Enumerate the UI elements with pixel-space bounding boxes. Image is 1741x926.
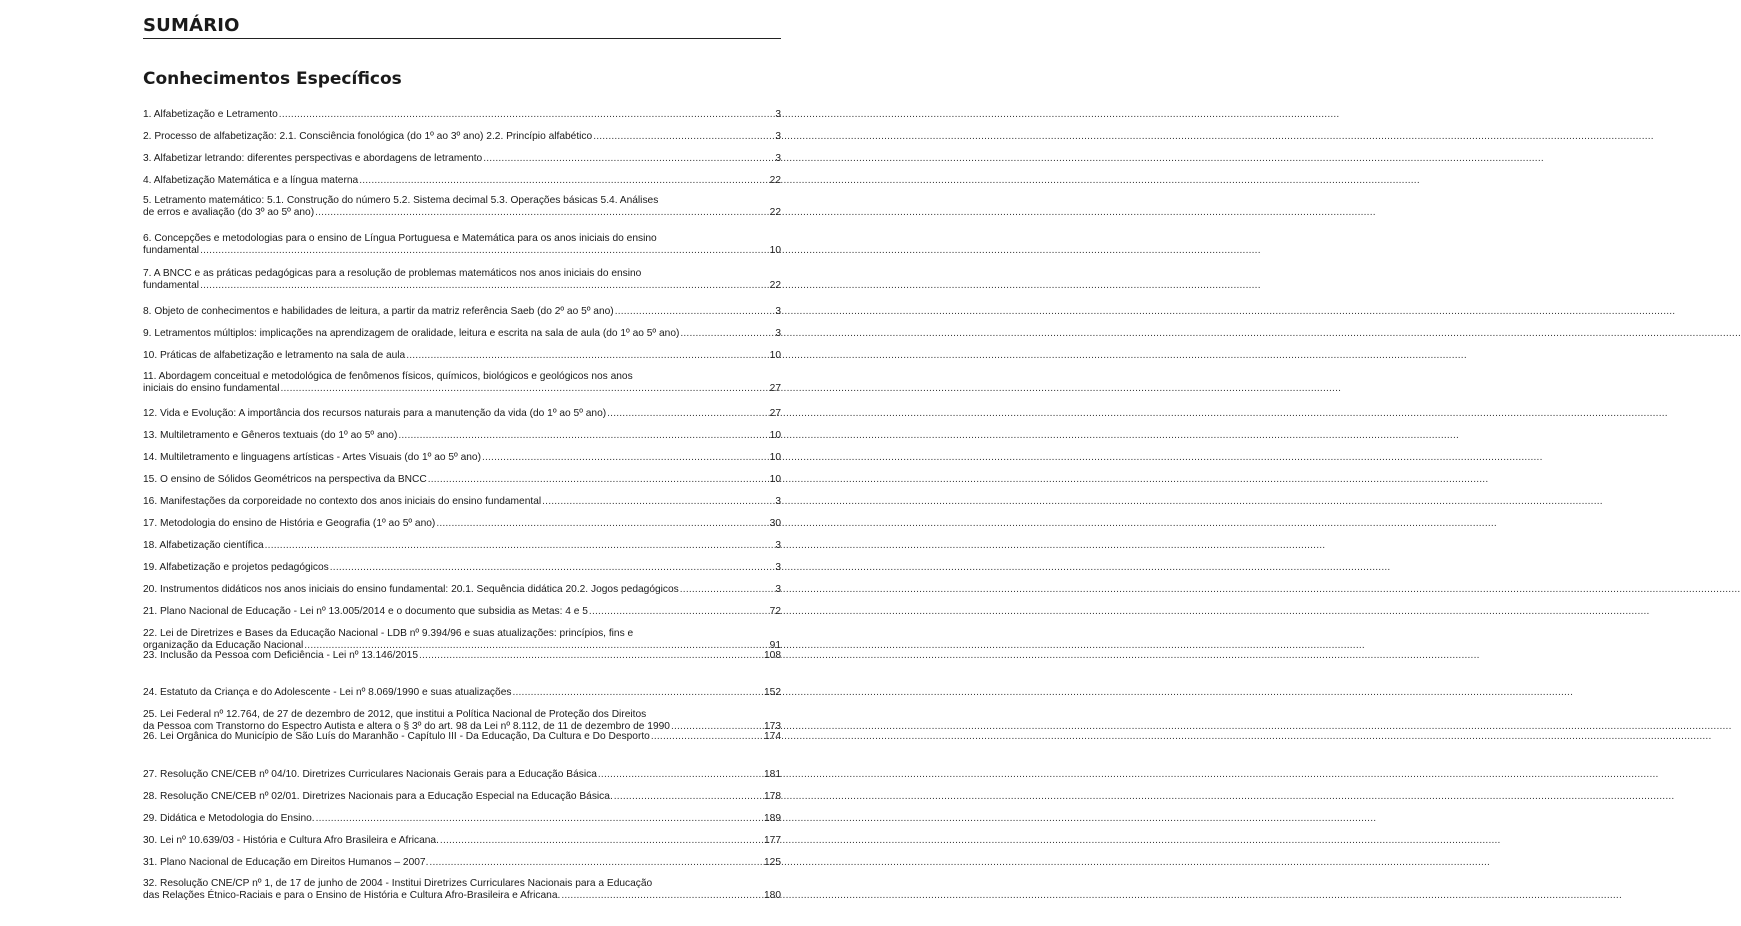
toc-page-number: 181 <box>764 769 781 780</box>
toc-entry-text: 22. Lei de Diretrizes e Bases da Educação Nacional - LDB nº 9.394/96 e suas atualizações: princípios, fins e <box>143 628 634 639</box>
toc-page-number: 10 <box>769 452 781 463</box>
dot-leader <box>419 650 763 662</box>
toc-entry-text: organização da Educação Nacional <box>143 640 304 652</box>
dot-leader <box>330 562 775 574</box>
toc-page-number: 27 <box>769 408 781 419</box>
toc-entry-text: fundamental <box>143 245 200 257</box>
toc-entry-text: 6. Concepções e metodologias para o ensino de Língua Portuguesa e Matemática para os anos iniciais do ensino <box>143 233 657 244</box>
dot-leader <box>598 769 763 781</box>
toc-page-number: 189 <box>764 813 781 824</box>
toc-page-number: 3 <box>775 328 781 339</box>
toc-entry-text: 14. Multiletramento e linguagens artísticas - Artes Visuais (do 1º ao 5º ano) <box>143 452 481 463</box>
toc-entry-text: 24. Estatuto da Criança e do Adolescente - Lei nº 8.069/1990 e suas atualizações <box>143 687 512 698</box>
dot-leader <box>429 857 763 869</box>
toc-entry-text: 25. Lei Federal nº 12.764, de 27 de dezembro de 2012, que institui a Política Nacional de Proteção dos Direitos <box>143 709 647 720</box>
toc-entry-text: fundamental <box>143 280 200 292</box>
toc-entry[interactable] <box>143 769 781 781</box>
toc-entry-text: da Pessoa com Transtorno do Espectro Autista e altera o § 3º do art. 98 da Lei nº 8.112, de 11 de dezembro de 1990 <box>143 721 670 733</box>
toc-entry[interactable] <box>143 233 781 258</box>
dot-leader <box>651 731 763 743</box>
toc-entry-text: 20. Instrumentos didáticos nos anos iniciais do ensino fundamental: 20.1. Sequência didática 20.2. Jogos pedagógicos <box>143 584 679 595</box>
toc-entry-text: 2. Processo de alfabetização: 2.1. Consciência fonológica (do 1º ao 3º ano) 2.2. Princípio alfabético <box>143 131 593 142</box>
toc-entry[interactable] <box>143 878 781 903</box>
toc-page-number: 3 <box>775 153 781 164</box>
dot-leader <box>482 452 769 464</box>
page-title: SUMÁRIO <box>143 14 781 39</box>
section-heading: Conhecimentos Específicos <box>143 69 402 89</box>
dot-leader <box>316 813 763 825</box>
toc-page-number: 22 <box>769 175 781 186</box>
toc-entry[interactable] <box>143 813 781 825</box>
toc-page-number: 3 <box>775 131 781 142</box>
dot-leader <box>200 280 769 292</box>
toc-entry-text: 30. Lei nº 10.639/03 - História e Cultura Afro Brasileira e Africana. <box>143 835 439 846</box>
dot-leader <box>200 245 769 257</box>
toc-page-number: 22 <box>769 280 781 292</box>
toc-entry[interactable] <box>143 328 781 340</box>
toc-entry-text: 19. Alfabetização e projetos pedagógicos <box>143 562 329 573</box>
toc-entry-text: 21. Plano Nacional de Educação - Lei nº 13.005/2014 e o documento que subsidia as Metas: 4 e 5 <box>143 606 588 617</box>
toc-entry-text: 12. Vida e Evolução: A importância dos recursos naturais para a manutenção da vida (do 1º ao 5º ano) <box>143 408 607 419</box>
toc-entry[interactable] <box>143 791 781 803</box>
toc-entry-text: 16. Manifestações da corporeidade no contexto dos anos iniciais do ensino fundamental <box>143 496 542 507</box>
toc-entry[interactable] <box>143 153 781 165</box>
toc-entry-text: 28. Resolução CNE/CEB nº 02/01. Diretrizes Nacionais para a Educação Especial na Educação Básica. <box>143 791 613 802</box>
toc-page-number: 30 <box>769 518 781 529</box>
toc-entry[interactable] <box>143 518 781 530</box>
toc-page-number: 3 <box>775 562 781 573</box>
toc-entry-text: 18. Alfabetização científica <box>143 540 264 551</box>
dot-leader <box>398 430 768 442</box>
toc-entry-text: 31. Plano Nacional de Educação em Direitos Humanos – 2007. <box>143 857 429 868</box>
toc-entry-text: 13. Multiletramento e Gêneros textuais (do 1º ao 5º ano) <box>143 430 398 441</box>
dot-leader <box>614 791 763 803</box>
dot-leader <box>315 207 769 219</box>
dot-leader <box>680 584 775 596</box>
toc-page-number: 177 <box>764 835 781 846</box>
toc-page-number: 22 <box>769 207 781 219</box>
toc-entry-text: 9. Letramentos múltiplos: implicações na aprendizagem de oralidade, leitura e escrita na sala de aula (do 1º ao 5º ano) <box>143 328 680 339</box>
toc-entry[interactable] <box>143 540 781 552</box>
toc-entry-text: 10. Práticas de alfabetização e letramento na sala de aula <box>143 350 406 361</box>
toc-entry[interactable] <box>143 131 781 143</box>
dot-leader <box>265 540 775 552</box>
toc-entry[interactable] <box>143 109 781 121</box>
toc-entry-text: 26. Lei Orgânica do Município de São Luís do Maranhão - Capítulo III - Da Educação, Da Cultura e Do Desporto <box>143 731 650 742</box>
dot-leader <box>281 383 769 395</box>
toc-entry[interactable] <box>143 268 781 293</box>
toc-entry-text: 7. A BNCC e as práticas pedagógicas para a resolução de problemas matemáticos nos anos iniciais do ensino <box>143 268 642 279</box>
toc-entry-text: 15. O ensino de Sólidos Geométricos na perspectiva da BNCC <box>143 474 427 485</box>
toc-page-number: 10 <box>769 430 781 441</box>
toc-entry[interactable] <box>143 474 781 486</box>
toc-entry-text: iniciais do ensino fundamental <box>143 383 280 395</box>
toc-page-number: 152 <box>764 687 781 698</box>
dot-leader <box>607 408 769 420</box>
toc-entry[interactable] <box>143 195 781 220</box>
toc-entry-text: 1. Alfabetização e Letramento <box>143 109 278 120</box>
dot-leader <box>593 131 774 143</box>
toc-page-number: 174 <box>764 731 781 742</box>
toc-page-number: 180 <box>764 890 781 902</box>
dot-leader <box>615 306 775 318</box>
dot-leader <box>406 350 768 362</box>
dot-leader <box>279 109 775 121</box>
toc-entry[interactable] <box>143 857 781 869</box>
toc-entry-text: 11. Abordagem conceitual e metodológica de fenômenos físicos, químicos, biológicos e geológicos nos anos <box>143 371 633 382</box>
dot-leader <box>428 474 769 486</box>
dot-leader <box>561 890 763 902</box>
toc-entry-text: 3. Alfabetizar letrando: diferentes perspectivas e abordagens de letramento <box>143 153 483 164</box>
dot-leader <box>542 496 774 508</box>
toc-entry[interactable] <box>143 584 781 596</box>
toc-entry[interactable] <box>143 606 781 618</box>
dot-leader <box>680 328 774 340</box>
toc-page-number: 3 <box>775 306 781 317</box>
toc-entry-text: 17. Metodologia do ensino de História e Geografia (1º ao 5º ano) <box>143 518 436 529</box>
dot-leader <box>436 518 768 530</box>
toc-entry[interactable] <box>143 175 781 187</box>
toc-page-number: 3 <box>775 584 781 595</box>
toc-page-number: 3 <box>775 540 781 551</box>
dot-leader <box>483 153 774 165</box>
toc-entry[interactable] <box>143 496 781 508</box>
toc-entry[interactable] <box>143 350 781 362</box>
toc-page-number: 173 <box>764 721 781 733</box>
toc-entry-text: 29. Didática e Metodologia do Ensino. <box>143 813 315 824</box>
toc-page-number: 27 <box>769 383 781 395</box>
toc-entry[interactable] <box>143 430 781 442</box>
toc-page-number: 3 <box>775 109 781 120</box>
toc-page-number: 108 <box>764 650 781 661</box>
dot-leader <box>589 606 769 618</box>
dot-leader <box>359 175 768 187</box>
toc-entry-text: 5. Letramento matemático: 5.1. Construção do número 5.2. Sistema decimal 5.3. Operações básicas 5.4. Análises <box>143 195 659 206</box>
dot-leader <box>440 835 763 847</box>
toc-page-number: 125 <box>764 857 781 868</box>
toc-entry-text: 8. Objeto de conhecimentos e habilidades de leitura, a partir da matriz referência Saeb (do 2º ao 5º ano) <box>143 306 614 317</box>
toc-page-number: 10 <box>769 350 781 361</box>
toc-entry-text: 27. Resolução CNE/CEB nº 04/10. Diretrizes Curriculares Nacionais Gerais para a Educação Básica <box>143 769 597 780</box>
toc-entry[interactable] <box>143 371 781 396</box>
toc-entry[interactable] <box>143 650 781 662</box>
toc-entry-text: das Relações Étnico-Raciais e para o Ensino de História e Cultura Afro-Brasileira e Africana. <box>143 890 561 902</box>
toc-page-number: 10 <box>769 245 781 257</box>
toc-entry-text: de erros e avaliação (do 3º ao 5º ano) <box>143 207 315 219</box>
toc-entry[interactable] <box>143 306 781 318</box>
dot-leader <box>512 687 763 699</box>
toc-entry[interactable] <box>143 835 781 847</box>
toc-page-number: 10 <box>769 474 781 485</box>
toc-entry[interactable] <box>143 687 781 699</box>
toc-page-number: 91 <box>769 640 781 652</box>
toc-entry-text: 23. Inclusão da Pessoa com Deficiência - Lei nº 13.146/2015 <box>143 650 418 661</box>
toc-entry-text: 32. Resolução CNE/CP nº 1, de 17 de junho de 2004 - Institui Diretrizes Curriculares Nacionais para a Educação <box>143 878 653 889</box>
toc-entry[interactable] <box>143 562 781 574</box>
toc-entry[interactable] <box>143 731 781 743</box>
toc-entry[interactable] <box>143 408 781 420</box>
toc-page-number: 72 <box>769 606 781 617</box>
toc-page-number: 3 <box>775 496 781 507</box>
toc-entry-text: 4. Alfabetização Matemática e a língua materna <box>143 175 359 186</box>
toc-page-number: 178 <box>764 791 781 802</box>
toc-entry[interactable] <box>143 452 781 464</box>
